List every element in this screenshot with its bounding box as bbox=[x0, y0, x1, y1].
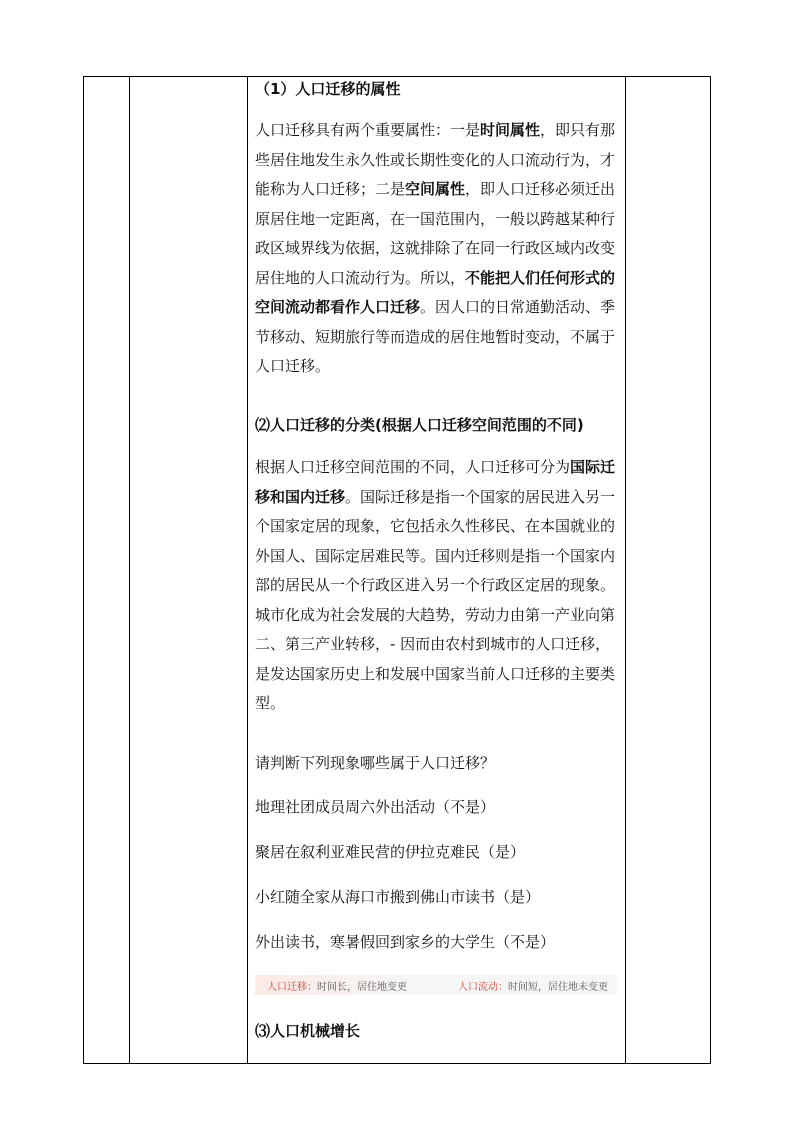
table-border-col5 bbox=[710, 76, 711, 1064]
note-migration-key: 人口迁移： bbox=[267, 982, 317, 993]
table-border-col3 bbox=[247, 76, 248, 1064]
note-flow-value: 时间短，居住地未变更 bbox=[508, 982, 608, 993]
quiz-question: 请判断下列现象哪些属于人口迁移？ bbox=[255, 754, 496, 772]
quiz-item: 小红随全家从海口市搬到佛山市读书（是） bbox=[255, 888, 541, 906]
section2-heading: ⑵人口迁移的分类(根据人口迁移空间范围的不同) bbox=[255, 416, 584, 434]
bold-term: 时间属性 bbox=[480, 121, 541, 139]
section2-paragraph bbox=[255, 453, 620, 719]
quiz-item: 外出读书，寒暑假回到家乡的大学生（不是） bbox=[255, 933, 556, 951]
note-migration-value: 时间长，居住地变更 bbox=[317, 982, 407, 993]
quiz-item: 地理社团成员周六外出活动（不是） bbox=[255, 798, 496, 816]
section1-heading: （1）人口迁移的属性 bbox=[255, 80, 401, 98]
table-bottom-border bbox=[83, 1063, 711, 1064]
bold-term: 国际迁移和国内迁移 bbox=[255, 458, 616, 506]
text-run: 。国际迁移是指一个国家的居民进入另一个国家定居的现象，它包括永久性移民、在本国就业的外国人、国际定居难民等。国内迁移则是指一个国家内部的居民从一个行政区进入另一个行政区定居的现象。城市化成为社会发展的大趋势，劳动力由第一产业向第二、第三产业转移，- 因而由农村到城市的人口迁移，是发达国家历史上和发展中国家当前人口迁移的主要类型。 bbox=[255, 487, 616, 712]
table-top-border bbox=[83, 76, 711, 77]
text-run: 人口迁移具有两个重要属性：一是 bbox=[255, 121, 481, 139]
comparison-note-bar bbox=[255, 975, 617, 995]
table-border-col4 bbox=[625, 76, 626, 1064]
table-border-col1 bbox=[83, 76, 84, 1064]
table-border-col2 bbox=[129, 76, 130, 1064]
bold-term: 不能把人们任何形式的空间流动都看作人口迁移 bbox=[255, 268, 616, 316]
text-run: ，即人口迁移必须迁出原居住地一定距离，在一国范围内，一般以跨越某种行政区域界线为依据，这就排除了在同一行政区域内改变居住地的人口流动行为。所以， bbox=[255, 180, 616, 287]
text-run: 。因人口的日常通勤活动、季节移动、短期旅行等而造成的居住地暂时变动，不属于人口迁移。 bbox=[255, 298, 616, 375]
note-flow-key: 人口流动： bbox=[458, 982, 508, 993]
text-run: 根据人口迁移空间范围的不同，人口迁移可分为 bbox=[255, 458, 571, 476]
quiz-item: 聚居在叙利亚难民营的伊拉克难民（是） bbox=[255, 843, 526, 861]
section3-heading: ⑶人口机械增长 bbox=[255, 1022, 361, 1040]
section1-paragraph bbox=[255, 116, 620, 382]
text-run: ，即只有那些居住地发生永久性或长期性变化的人口流动行为，才能称为人口迁移；二是 bbox=[255, 121, 616, 198]
bold-term: 空间属性 bbox=[405, 180, 466, 198]
